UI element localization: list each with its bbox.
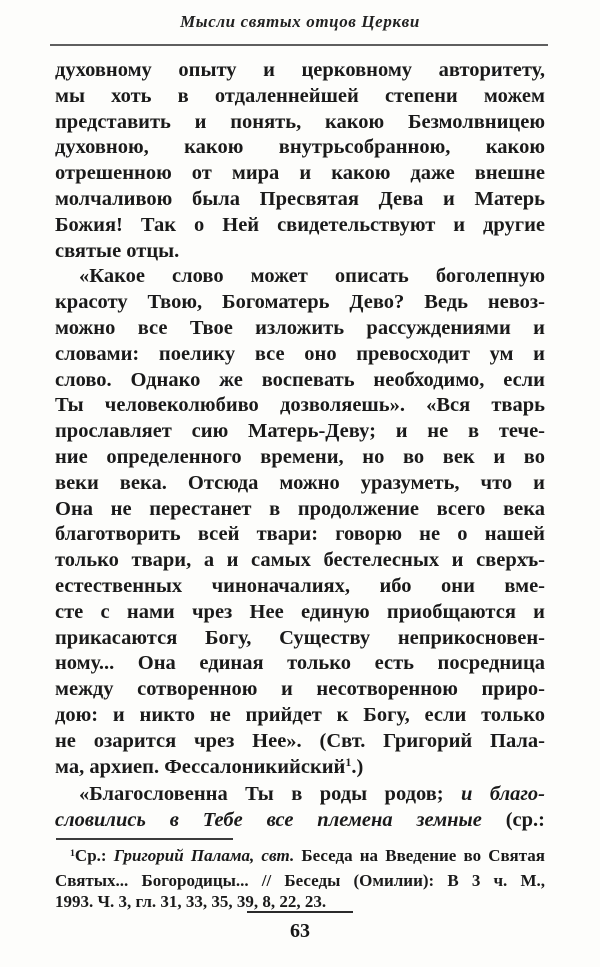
- text-line: [55, 445, 545, 471]
- text-segment: (ср.:: [505, 809, 545, 832]
- text-line: [55, 870, 545, 892]
- text-line: [55, 135, 545, 161]
- text-segment: святые отцы.: [55, 239, 180, 262]
- footnote-marker: 1: [345, 754, 352, 769]
- text-line: [55, 703, 545, 729]
- text-segment: Божия! Так о Ней свидетельствуют и другие: [55, 213, 545, 236]
- text-line: [55, 574, 545, 600]
- bottom-separator: [247, 911, 353, 913]
- text-line: [55, 58, 545, 84]
- text-segment: веки века. Отсюда можно уразуметь, что и: [55, 471, 545, 494]
- text-segment: слово. Однако же воспевать необходимо, если: [55, 368, 545, 391]
- text-segment: дою: и никто не прийдет к Богу, если только: [55, 703, 545, 726]
- text-line: [55, 782, 545, 808]
- text-line: [55, 213, 545, 239]
- text-segment: Она не перестанет в продолжение всего века: [55, 497, 545, 520]
- text-line: [55, 110, 545, 136]
- text-segment: Ты человеколюбиво дозволяешь». «Вся тварь: [55, 394, 545, 417]
- text-segment: и благо-: [461, 783, 545, 806]
- text-segment: духовною, какою внутрьсобранною, какою: [55, 136, 545, 159]
- text-segment: только твари, а и самых бестелесных и сверхъ-: [55, 549, 545, 572]
- text-segment: духовному опыту и церковному авторитету,: [55, 59, 545, 81]
- footnote-separator: [56, 838, 233, 840]
- text-segment: Ср.:: [74, 846, 114, 865]
- text-segment: красоту Твою, Богоматерь Дево? Ведь невоз-: [55, 291, 545, 314]
- text-segment: Григорий Палама, свт.: [113, 846, 295, 865]
- text-line: [55, 729, 545, 755]
- text-segment: молчаливою была Пресвятая Дева и Матерь: [55, 187, 545, 210]
- text-segment: 1993. Ч. 3, гл. 31, 33, 35, 39, 8, 22, 23.: [55, 892, 327, 911]
- text-segment: сте с нами чрез Нее единую приобщаются и: [55, 600, 545, 623]
- text-line: [55, 600, 545, 626]
- text-line: [55, 471, 545, 497]
- text-segment: представить и понять, какою Безмолвницею: [55, 110, 545, 133]
- text-line: [55, 368, 545, 394]
- text-segment: не озарится чрез Нее». (Свт. Григорий Пала-: [55, 729, 545, 752]
- text-line: [55, 548, 545, 574]
- text-line: [55, 393, 545, 419]
- text-line: [55, 677, 545, 703]
- text-segment: «Какое слово может описать боголепную: [79, 265, 545, 288]
- text-line: [55, 342, 545, 368]
- text-segment: прикасаются Богу, Существу неприкосновен-: [55, 626, 545, 649]
- footnote-marker: 1: [70, 847, 75, 859]
- text-line: [55, 239, 545, 265]
- text-segment: словами: поелику все оно превосходит ум и: [55, 342, 545, 365]
- text-line: [55, 845, 545, 870]
- text-line: [55, 497, 545, 523]
- text-segment: .): [351, 755, 364, 778]
- text-segment: ние определенного времени, но во век и во: [55, 445, 545, 468]
- text-line: [55, 626, 545, 652]
- text-line: [55, 161, 545, 187]
- header-rule: [50, 44, 548, 46]
- text-segment: Беседа на Введение во Святая: [294, 846, 545, 865]
- text-segment: между сотворенною и несотворенною приро-: [55, 678, 545, 701]
- text-segment: Святых... Богородицы... // Беседы (Омилии): В 3 ч. М.,: [55, 870, 545, 890]
- page-number: 63: [290, 920, 310, 942]
- text-segment: мы хоть в отдаленнейшей степени можем: [55, 84, 545, 107]
- text-line: [55, 290, 545, 316]
- text-segment: ма, архиеп. Фессалоникийский: [55, 755, 346, 778]
- text-line: [55, 419, 545, 445]
- text-segment: ному... Она единая только есть посредница: [55, 652, 545, 675]
- text-segment: благотворить всей твари: говорю не о нашей: [55, 523, 545, 546]
- text-segment: можно все Твое изложить рассуждениями и: [55, 316, 545, 339]
- text-line: [55, 316, 545, 342]
- text-line: [55, 891, 545, 913]
- text-line: [55, 755, 545, 783]
- running-head: Мысли святых отцов Церкви: [180, 12, 420, 31]
- text-segment: словились в Тебе все племена земные: [55, 809, 506, 832]
- body-text: [55, 58, 545, 834]
- text-segment: отрешенною от мира и какою даже внешне: [55, 162, 545, 185]
- text-segment: «Благословенна Ты в роды родов;: [79, 783, 462, 806]
- text-line: [55, 808, 545, 834]
- text-line: [55, 264, 545, 290]
- text-line: [55, 651, 545, 677]
- footnote-text: [55, 845, 545, 913]
- text-line: [55, 84, 545, 110]
- text-segment: прославляет сию Матерь-Деву; и не в тече-: [55, 420, 545, 443]
- text-line: [55, 187, 545, 213]
- text-line: [55, 522, 545, 548]
- text-segment: естественных чиноначалиях, ибо они вме-: [55, 574, 545, 597]
